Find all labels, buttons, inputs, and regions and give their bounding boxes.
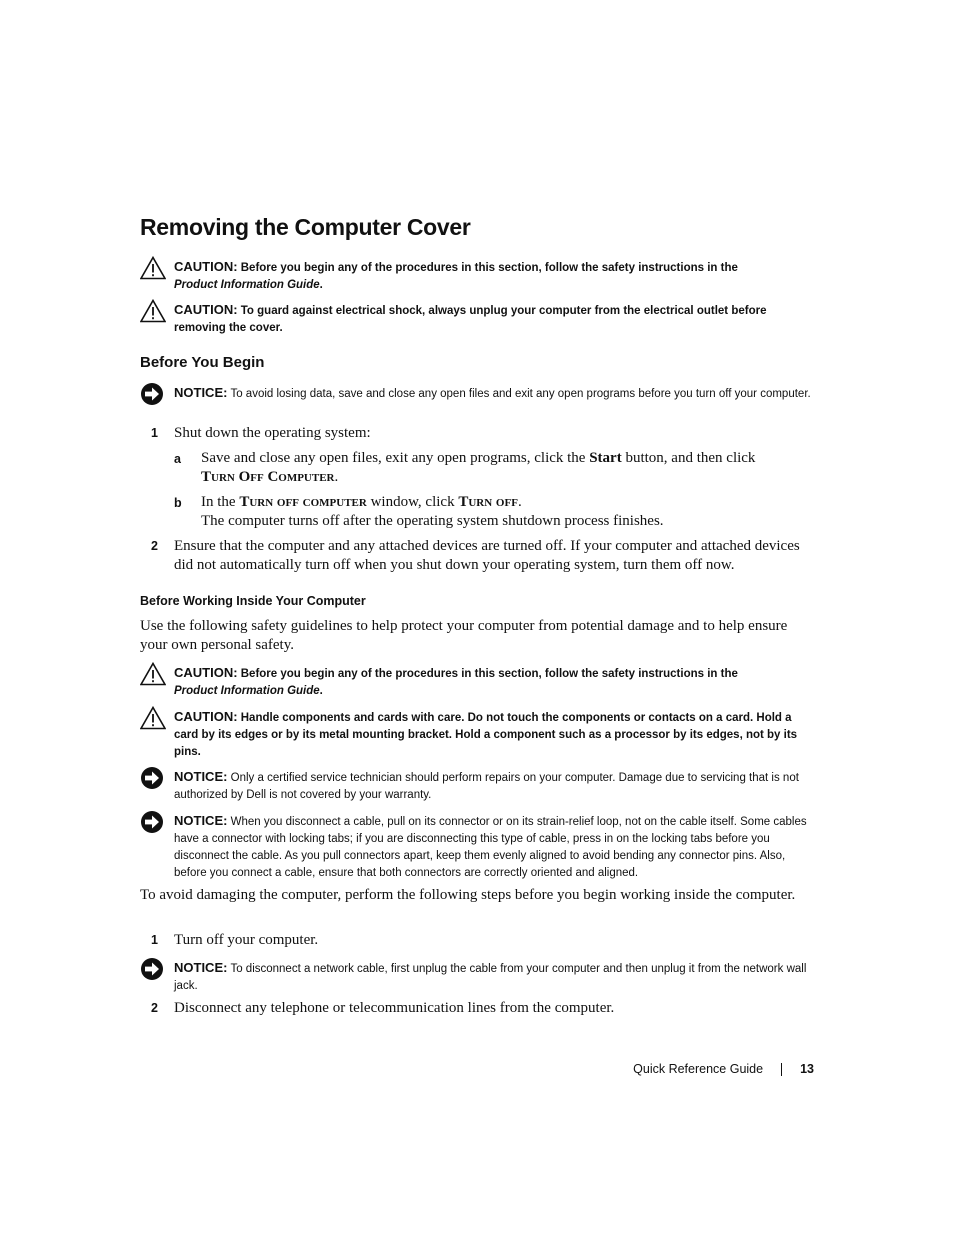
caution-label: CAUTION:: [174, 259, 238, 274]
step-item: [140, 424, 814, 443]
step-number: 2: [151, 539, 158, 553]
step-item: [140, 537, 814, 575]
notice-text: When you disconnect a cable, pull on its connector or on its strain-relief loop, not on the cable itself. Some cables have a connector with locking tabs; if you are disconnecting this type of cable, press in on the locking tabs before you disconnect the cable. As you pull connectors apart, keep them evenly aligned to avoid bending any connector pins. Also, before you connect a cable, ensure that both connectors are correctly oriented and aligned.: [174, 816, 807, 879]
turn-off-ref: Turn off: [458, 494, 518, 510]
caution-box: [140, 664, 814, 700]
caution-end: .: [319, 685, 323, 697]
caution-icon: [140, 662, 166, 686]
substep-end: .: [334, 469, 339, 485]
footer-guide-title: Quick Reference Guide: [633, 1062, 764, 1076]
notice-box: [140, 768, 814, 804]
caution-text: Handle components and cards with care. Do not touch the components or contacts on a card. Hold a card by its edges or by its metal mounting bracket. Hold a component such as a processor by its edges, not by its pins.: [174, 712, 798, 758]
substep-text: window, click: [370, 494, 455, 510]
caution-end: .: [319, 279, 323, 291]
substep-letter: a: [174, 452, 181, 466]
notice-label: NOTICE:: [174, 769, 228, 784]
substep-item: [140, 493, 814, 531]
caution-label: CAUTION:: [174, 665, 238, 680]
caution-ref: Product Information Guide: [174, 685, 320, 697]
notice-text: To avoid losing data, save and close any open files and exit any open programs before you turn off your computer.: [230, 388, 811, 400]
footer-separator: [781, 1063, 782, 1076]
caution-label: CAUTION:: [174, 709, 238, 724]
notice-label: NOTICE:: [174, 813, 228, 828]
turn-off-window-ref: Turn off computer: [239, 494, 367, 510]
substep-text: In the: [201, 494, 236, 510]
notice-label: NOTICE:: [174, 385, 228, 400]
caution-box: [140, 708, 814, 761]
step-text: Ensure that the computer and any attached devices are turned off. If your computer and attached devices did not automatically turn off when you shut down your operating system, turn them off now.: [174, 538, 800, 573]
notice-label: NOTICE:: [174, 960, 228, 975]
caution-label: CAUTION:: [174, 302, 238, 317]
caution-text: Before you begin any of the procedures in this section, follow the safety instructions in the: [240, 262, 738, 274]
page-title: Removing the Computer Cover: [140, 214, 471, 240]
caution-icon: [140, 256, 166, 280]
notice-text: To disconnect a network cable, first unplug the cable from your computer and then unplug it from the network wall jack.: [174, 963, 807, 992]
notice-arrow-icon: [140, 766, 166, 790]
notice-arrow-icon: [140, 810, 166, 834]
substep-text: Save and close any open files, exit any open programs, click the: [201, 450, 586, 466]
substep-result: The computer turns off after the operating system shutdown process finishes.: [201, 513, 664, 529]
caution-ref: Product Information Guide: [174, 279, 320, 291]
step-item: [140, 999, 814, 1018]
step-text: Turn off your computer.: [174, 932, 319, 948]
caution-icon: [140, 706, 166, 730]
substep-text: button, and then click: [625, 450, 756, 466]
notice-box: [140, 959, 814, 995]
step-number: 2: [151, 1001, 158, 1015]
notice-arrow-icon: [140, 382, 166, 406]
notice-arrow-icon: [140, 957, 166, 981]
step-number: 1: [151, 426, 158, 440]
body-paragraph: Use the following safety guidelines to help protect your computer from potential damage and to help ensure your own personal safety.: [140, 618, 788, 653]
substep-end: .: [517, 494, 522, 510]
caution-text: Before you begin any of the procedures in this section, follow the safety instructions in the: [240, 668, 738, 680]
step-item: [140, 931, 814, 950]
step-text: Shut down the operating system:: [174, 425, 371, 441]
substep-item: [140, 449, 814, 487]
start-button-ref: Start: [589, 450, 622, 466]
caution-icon: [140, 299, 166, 323]
notice-text: Only a certified service technician should perform repairs on your computer. Damage due to servicing that is not authorized by Dell is not covered by your warranty.: [174, 772, 799, 801]
step-text: Disconnect any telephone or telecommunication lines from the computer.: [174, 1000, 615, 1016]
subsection-heading: Before Working Inside Your Computer: [140, 594, 366, 608]
substep-letter: b: [174, 496, 182, 510]
section-heading: Before You Begin: [140, 354, 265, 371]
notice-box: [140, 812, 814, 882]
caution-box: [140, 301, 814, 337]
page-number: 13: [800, 1062, 814, 1076]
step-number: 1: [151, 933, 158, 947]
caution-text: To guard against electrical shock, always unplug your computer from the electrical outlet before removing the cover.: [174, 305, 767, 334]
page-footer: [633, 1062, 814, 1076]
caution-box: [140, 258, 814, 294]
notice-box: [140, 384, 814, 403]
body-paragraph: To avoid damaging the computer, perform the following steps before you begin working inside the computer.: [140, 887, 796, 903]
turn-off-computer-ref: Turn Off Computer: [201, 469, 335, 485]
